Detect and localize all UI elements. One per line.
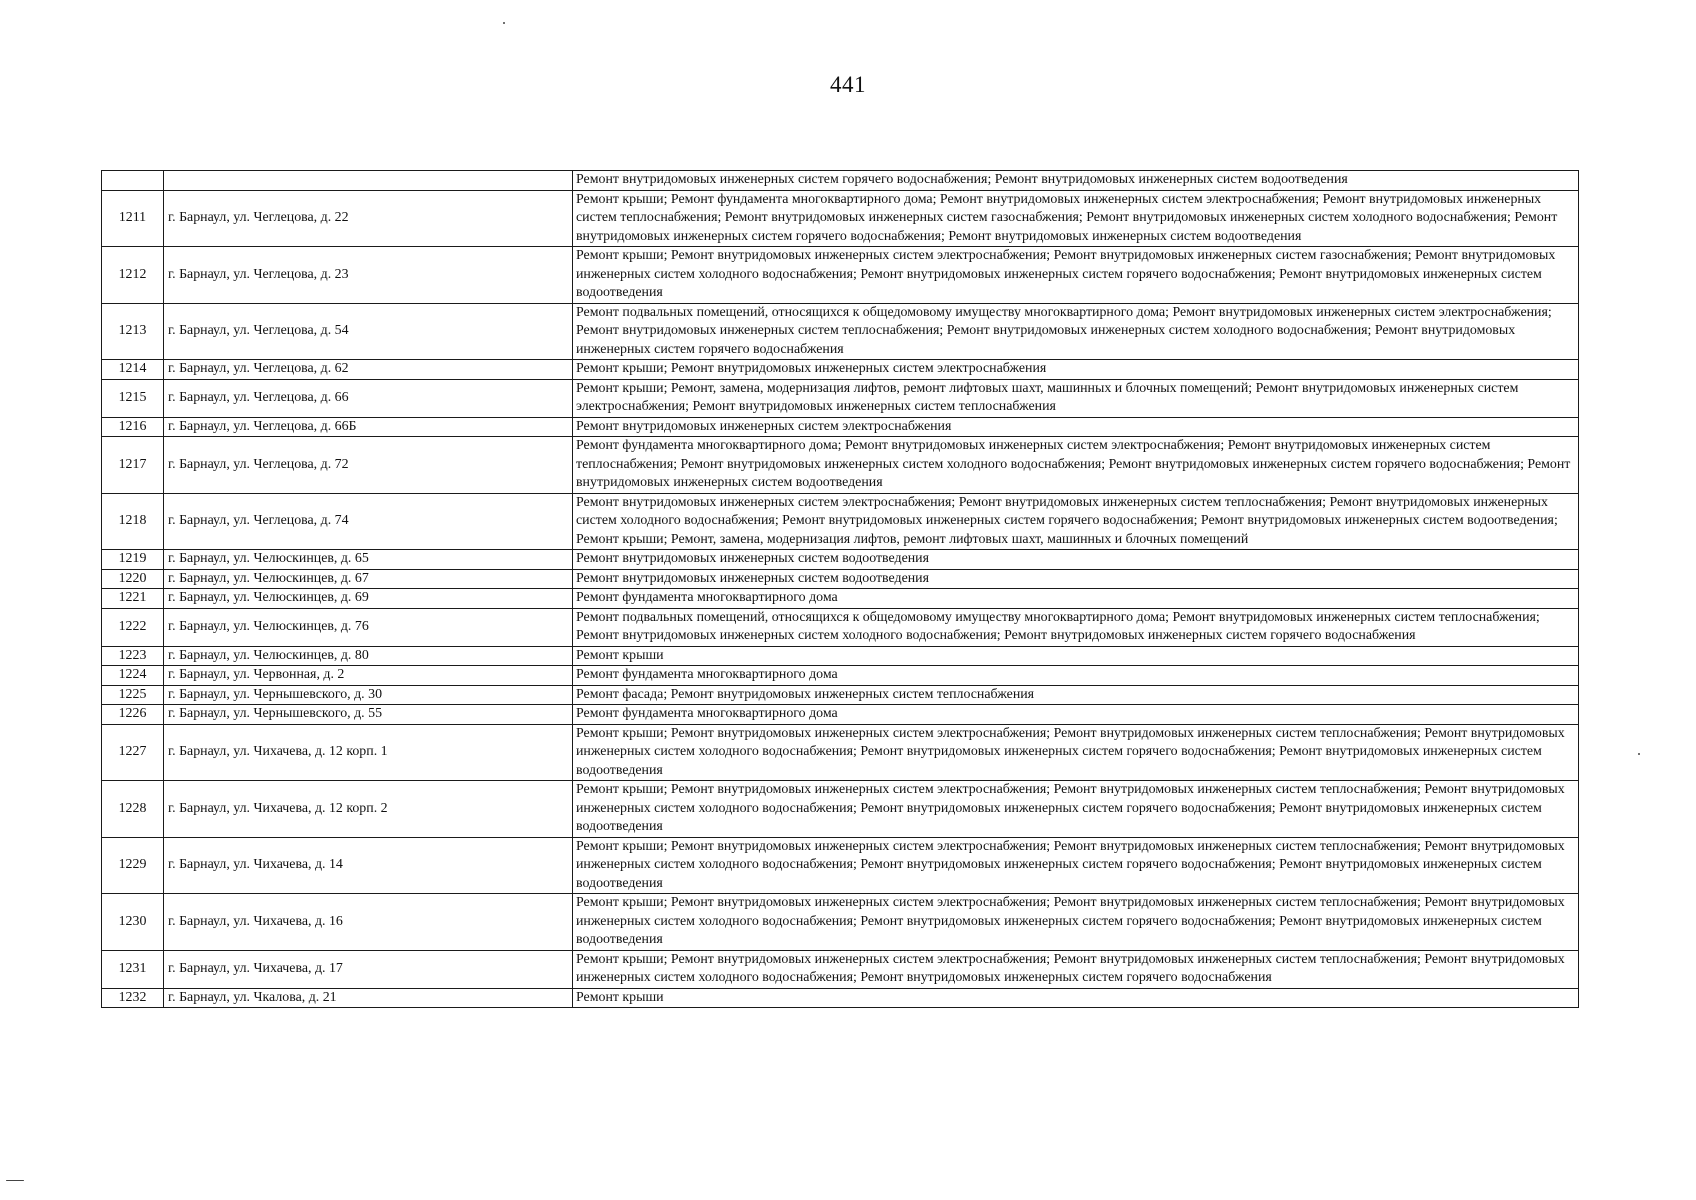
table-row	[102, 837, 1579, 894]
row-number-cell: 1225	[102, 685, 164, 705]
table-row	[102, 724, 1579, 781]
row-number-cell: 1212	[102, 247, 164, 304]
table-row	[102, 417, 1579, 437]
table-row	[102, 303, 1579, 360]
works-cell: Ремонт крыши; Ремонт внутридомовых инженерных систем электроснабжения; Ремонт внутридомовых инженерных систем теплоснабжения; Ремонт внутридомовых инженерных систем холодного водоснабжения; Ремонт внутридомовых инженерных систем горячего водоснабжения; Ремонт внутридомовых инженерных систем водоотведения	[573, 837, 1579, 894]
table-row	[102, 437, 1579, 494]
table-row	[102, 360, 1579, 380]
row-number-cell: 1216	[102, 417, 164, 437]
row-number-cell: 1229	[102, 837, 164, 894]
works-cell: Ремонт фундамента многоквартирного дома	[573, 666, 1579, 686]
address-cell: г. Барнаул, ул. Челюскинцев, д. 80	[164, 646, 573, 666]
row-number-cell: 1219	[102, 550, 164, 570]
table-row	[102, 950, 1579, 988]
table-row	[102, 190, 1579, 247]
works-cell: Ремонт фундамента многоквартирного дома	[573, 589, 1579, 609]
row-number-cell: 1220	[102, 569, 164, 589]
table-row	[102, 685, 1579, 705]
table-row	[102, 493, 1579, 550]
row-number-cell: 1224	[102, 666, 164, 686]
row-number-cell: 1211	[102, 190, 164, 247]
table-row	[102, 589, 1579, 609]
address-cell: г. Барнаул, ул. Чеглецова, д. 66Б	[164, 417, 573, 437]
address-cell: г. Барнаул, ул. Чихачева, д. 16	[164, 894, 573, 951]
address-cell: г. Барнаул, ул. Чернышевского, д. 30	[164, 685, 573, 705]
works-cell: Ремонт фундамента многоквартирного дома; Ремонт внутридомовых инженерных систем электроснабжения; Ремонт внутридомовых инженерных систем теплоснабжения; Ремонт внутридомовых инженерных систем холодного водоснабжения; Ремонт внутридомовых инженерных систем горячего водоснабжения; Ремонт внутридомовых инженерных систем водоотведения	[573, 437, 1579, 494]
row-number-cell: 1231	[102, 950, 164, 988]
table-row	[102, 705, 1579, 725]
works-cell: Ремонт крыши; Ремонт внутридомовых инженерных систем электроснабжения; Ремонт внутридомовых инженерных систем теплоснабжения; Ремонт внутридомовых инженерных систем холодного водоснабжения; Ремонт внутридомовых инженерных систем горячего водоснабжения	[573, 950, 1579, 988]
table-row	[102, 646, 1579, 666]
table-row	[102, 550, 1579, 570]
address-cell: г. Барнаул, ул. Чихачева, д. 12 корп. 2	[164, 781, 573, 838]
row-number-cell: 1221	[102, 589, 164, 609]
table-row	[102, 569, 1579, 589]
address-cell: г. Барнаул, ул. Челюскинцев, д. 67	[164, 569, 573, 589]
address-cell: г. Барнаул, ул. Чихачева, д. 17	[164, 950, 573, 988]
address-cell: г. Барнаул, ул. Чеглецова, д. 66	[164, 379, 573, 417]
address-cell: г. Барнаул, ул. Чкалова, д. 21	[164, 988, 573, 1008]
works-cell: Ремонт крыши; Ремонт внутридомовых инженерных систем электроснабжения; Ремонт внутридомовых инженерных систем теплоснабжения; Ремонт внутридомовых инженерных систем холодного водоснабжения; Ремонт внутридомовых инженерных систем горячего водоснабжения; Ремонт внутридомовых инженерных систем водоотведения	[573, 724, 1579, 781]
row-number-cell: 1232	[102, 988, 164, 1008]
works-cell: Ремонт крыши; Ремонт внутридомовых инженерных систем электроснабжения; Ремонт внутридомовых инженерных систем теплоснабжения; Ремонт внутридомовых инженерных систем холодного водоснабжения; Ремонт внутридомовых инженерных систем горячего водоснабжения; Ремонт внутридомовых инженерных систем водоотведения	[573, 894, 1579, 951]
address-cell: г. Барнаул, ул. Челюскинцев, д. 76	[164, 608, 573, 646]
works-cell: Ремонт крыши; Ремонт внутридомовых инженерных систем электроснабжения; Ремонт внутридомовых инженерных систем теплоснабжения; Ремонт внутридомовых инженерных систем холодного водоснабжения; Ремонт внутридомовых инженерных систем горячего водоснабжения; Ремонт внутридомовых инженерных систем водоотведения	[573, 781, 1579, 838]
address-cell: г. Барнаул, ул. Чеглецова, д. 74	[164, 493, 573, 550]
works-cell: Ремонт крыши; Ремонт внутридомовых инженерных систем электроснабжения	[573, 360, 1579, 380]
works-cell: Ремонт крыши; Ремонт фундамента многоквартирного дома; Ремонт внутридомовых инженерных систем электроснабжения; Ремонт внутридомовых инженерных систем теплоснабжения; Ремонт внутридомовых инженерных систем газоснабжения; Ремонт внутридомовых инженерных систем холодного водоснабжения; Ремонт внутридомовых инженерных систем горячего водоснабжения; Ремонт внутридомовых инженерных систем водоотведения	[573, 190, 1579, 247]
table-row	[102, 608, 1579, 646]
address-cell: г. Барнаул, ул. Чеглецова, д. 62	[164, 360, 573, 380]
table-row	[102, 781, 1579, 838]
works-cell: Ремонт подвальных помещений, относящихся к общедомовому имуществу многоквартирного дома; Ремонт внутридомовых инженерных систем электроснабжения; Ремонт внутридомовых инженерных систем теплоснабжения; Ремонт внутридомовых инженерных систем холодного водоснабжения; Ремонт внутридомовых инженерных систем горячего водоснабжения	[573, 303, 1579, 360]
row-number-cell: 1226	[102, 705, 164, 725]
row-number-cell: 1213	[102, 303, 164, 360]
works-cell: Ремонт подвальных помещений, относящихся к общедомовому имуществу многоквартирного дома; Ремонт внутридомовых инженерных систем теплоснабжения; Ремонт внутридомовых инженерных систем холодного водоснабжения; Ремонт внутридомовых инженерных систем горячего водоснабжения	[573, 608, 1579, 646]
address-cell: г. Барнаул, ул. Чихачева, д. 14	[164, 837, 573, 894]
row-number-cell: 1228	[102, 781, 164, 838]
page-number: 441	[830, 72, 866, 97]
works-cell: Ремонт внутридомовых инженерных систем горячего водоснабжения; Ремонт внутридомовых инженерных систем водоотведения	[573, 171, 1579, 191]
works-cell: Ремонт фасада; Ремонт внутридомовых инженерных систем теплоснабжения	[573, 685, 1579, 705]
address-cell: г. Барнаул, ул. Чеглецова, д. 22	[164, 190, 573, 247]
address-cell: г. Барнаул, ул. Чернышевского, д. 55	[164, 705, 573, 725]
table-row	[102, 988, 1579, 1008]
address-cell: г. Барнаул, ул. Челюскинцев, д. 69	[164, 589, 573, 609]
works-cell: Ремонт внутридомовых инженерных систем электроснабжения	[573, 417, 1579, 437]
address-cell: г. Барнаул, ул. Чихачева, д. 12 корп. 1	[164, 724, 573, 781]
row-number-cell: 1227	[102, 724, 164, 781]
works-cell: Ремонт внутридомовых инженерных систем водоотведения	[573, 569, 1579, 589]
row-number-cell: 1218	[102, 493, 164, 550]
works-cell: Ремонт фундамента многоквартирного дома	[573, 705, 1579, 725]
address-cell: г. Барнаул, ул. Чеглецова, д. 72	[164, 437, 573, 494]
table-row	[102, 247, 1579, 304]
repair-table	[101, 170, 1579, 1008]
works-cell: Ремонт внутридомовых инженерных систем электроснабжения; Ремонт внутридомовых инженерных систем теплоснабжения; Ремонт внутридомовых инженерных систем холодного водоснабжения; Ремонт внутридомовых инженерных систем горячего водоснабжения; Ремонт внутридомовых инженерных систем водоотведения; Ремонт крыши; Ремонт, замена, модернизация лифтов, ремонт лифтовых шахт, машинных и блочных помещений	[573, 493, 1579, 550]
table-row	[102, 666, 1579, 686]
scan-artifact	[6, 1180, 24, 1181]
address-cell	[164, 171, 573, 191]
row-number-cell: 1215	[102, 379, 164, 417]
works-cell: Ремонт крыши; Ремонт внутридомовых инженерных систем электроснабжения; Ремонт внутридомовых инженерных систем газоснабжения; Ремонт внутридомовых инженерных систем холодного водоснабжения; Ремонт внутридомовых инженерных систем горячего водоснабжения; Ремонт внутридомовых инженерных систем водоотведения	[573, 247, 1579, 304]
scan-artifact	[503, 22, 505, 24]
table-row	[102, 171, 1579, 191]
row-number-cell: 1222	[102, 608, 164, 646]
table-row	[102, 894, 1579, 951]
row-number-cell	[102, 171, 164, 191]
address-cell: г. Барнаул, ул. Челюскинцев, д. 65	[164, 550, 573, 570]
address-cell: г. Барнаул, ул. Чеглецова, д. 54	[164, 303, 573, 360]
row-number-cell: 1214	[102, 360, 164, 380]
row-number-cell: 1230	[102, 894, 164, 951]
table-row	[102, 379, 1579, 417]
works-cell: Ремонт внутридомовых инженерных систем водоотведения	[573, 550, 1579, 570]
row-number-cell: 1223	[102, 646, 164, 666]
works-cell: Ремонт крыши	[573, 988, 1579, 1008]
table-body	[102, 171, 1579, 1008]
works-cell: Ремонт крыши; Ремонт, замена, модернизация лифтов, ремонт лифтовых шахт, машинных и блочных помещений; Ремонт внутридомовых инженерных систем электроснабжения; Ремонт внутридомовых инженерных систем теплоснабжения	[573, 379, 1579, 417]
works-cell: Ремонт крыши	[573, 646, 1579, 666]
address-cell: г. Барнаул, ул. Червонная, д. 2	[164, 666, 573, 686]
row-number-cell: 1217	[102, 437, 164, 494]
address-cell: г. Барнаул, ул. Чеглецова, д. 23	[164, 247, 573, 304]
scan-artifact	[1638, 753, 1640, 755]
